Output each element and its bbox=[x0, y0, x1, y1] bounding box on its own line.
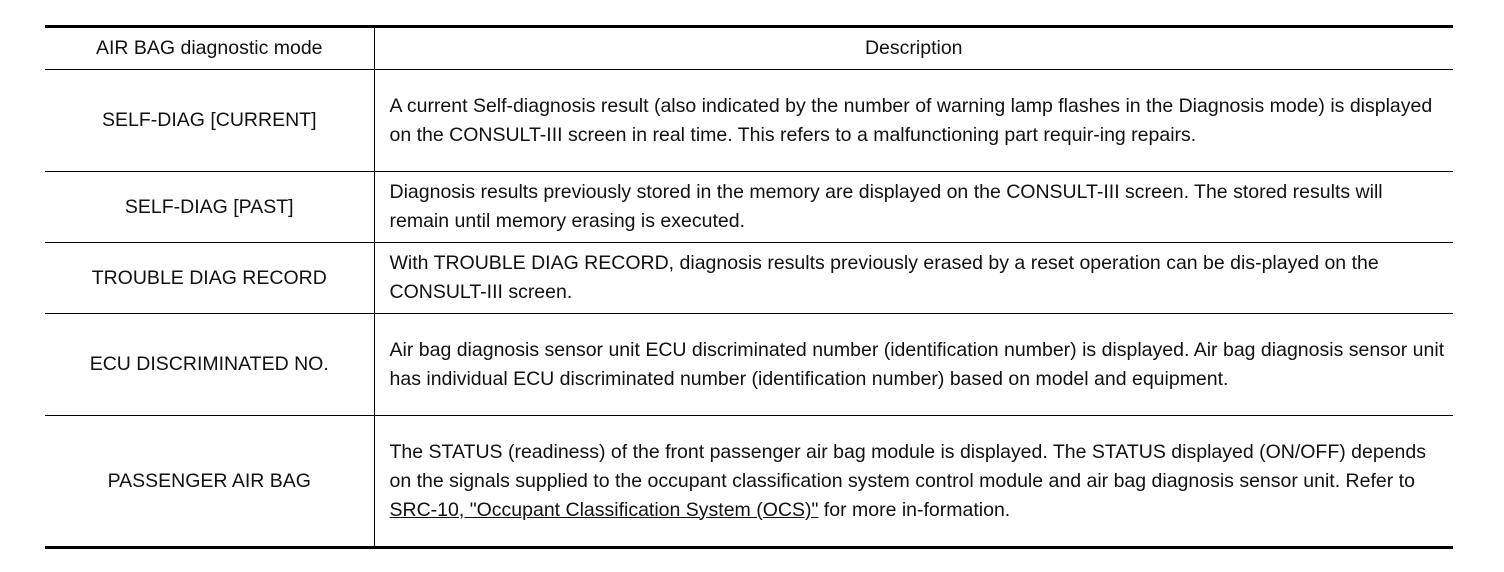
description-self-diag-past: Diagnosis results previously stored in the memory are displayed on the CONSULT-III screen. The stored results will remain until memory erasing is executed. bbox=[374, 172, 1453, 243]
mode-trouble-diag-record: TROUBLE DIAG RECORD bbox=[45, 243, 374, 314]
description-text-before-link: The STATUS (readiness) of the front passenger air bag module is displayed. The STATUS displayed (ON/OFF) depends on the signals supplied to the occupant classification system control module and air bag diagnosis sensor unit. Refer to bbox=[389, 440, 1426, 492]
table-row bbox=[45, 314, 1453, 416]
mode-ecu-discriminated-no: ECU DISCRIMINATED NO. bbox=[45, 314, 374, 416]
table-row bbox=[45, 416, 1453, 548]
air-bag-diagnostic-mode-table bbox=[45, 25, 1453, 549]
description-trouble-diag-record: With TROUBLE DIAG RECORD, diagnosis results previously erased by a reset operation can be dis-played on the CONSULT-III screen. bbox=[374, 243, 1453, 314]
table-row bbox=[45, 243, 1453, 314]
ocs-reference-link[interactable]: SRC-10, "Occupant Classification System (OCS)" bbox=[389, 498, 819, 521]
description-self-diag-current: A current Self-diagnosis result (also indicated by the number of warning lamp flashes in the Diagnosis mode) is displayed on the CONSULT-III screen in real time. This refers to a malfunctioning part requir-ing repairs. bbox=[374, 70, 1453, 172]
table-row bbox=[45, 172, 1453, 243]
mode-self-diag-past: SELF-DIAG [PAST] bbox=[45, 172, 374, 243]
header-description: Description bbox=[374, 27, 1453, 70]
mode-passenger-air-bag: PASSENGER AIR BAG bbox=[45, 416, 374, 548]
header-mode: AIR BAG diagnostic mode bbox=[45, 27, 374, 70]
mode-self-diag-current: SELF-DIAG [CURRENT] bbox=[45, 70, 374, 172]
description-ecu-discriminated-no: Air bag diagnosis sensor unit ECU discriminated number (identification number) is displayed. Air bag diagnosis sensor unit has individual ECU discriminated number (identification number) based on model and equipment. bbox=[374, 314, 1453, 416]
description-passenger-air-bag bbox=[374, 416, 1453, 548]
header-row bbox=[45, 27, 1453, 70]
description-text-after-link: for more in-formation. bbox=[818, 498, 1011, 521]
table-row bbox=[45, 70, 1453, 172]
